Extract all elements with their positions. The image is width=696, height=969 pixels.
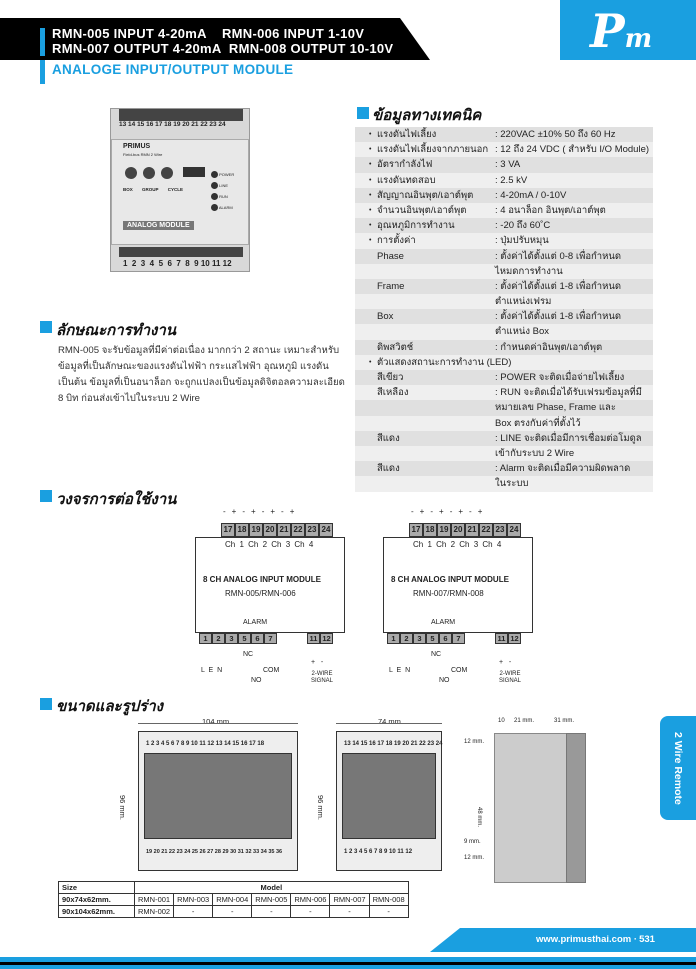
size-cell: RMN-001 [135, 894, 174, 906]
size-cell: RMN-004 [213, 894, 252, 906]
led-panel: POWER LINE RUN ALARM [211, 171, 249, 215]
spec-row: ดิพสวิตช์ : กำหนดค่าอินพุต/เอาต์พุต [355, 340, 653, 355]
primus-logo: Pm [590, 4, 653, 58]
spec-row: • จำนวนอินพุต/เอาต์พุต : 4 อนาล็อก อินพุต/เอาต์พุต [369, 204, 606, 216]
spec-row: สีแดง : Alarm จะติดเมื่อมีความผิดพลาด [355, 461, 653, 476]
page-subtitle: ANALOGE INPUT/OUTPUT MODULE [52, 62, 294, 77]
brand-label: PRIMUS [123, 143, 151, 150]
spec-row: Box : ตั้งค่าได้ตั้งแต่ 1-8 เพื่อกำหนด [355, 309, 653, 324]
rotary-switches[interactable] [125, 167, 175, 183]
features-title: ลักษณะการทำงาน [56, 322, 177, 339]
top-terminal-numbers: 13 14 15 16 17 18 19 20 21 22 23 24 [119, 121, 226, 128]
size-cell: RMN-005 [252, 894, 291, 906]
spec-row: • แรงดันไฟเลี้ยง : 220VAC ±10% 50 ถึง 60 Hz [355, 127, 653, 142]
header-line-2: RMN-007 OUTPUT 4-20mA RMN-008 OUTPUT 10-10V [52, 41, 394, 56]
spec-row: หมายเลข Phase, Frame และ [355, 400, 653, 415]
spec-row: สีเขียว : POWER จะติดเมื่อจ่ายไฟเลี้ยง [355, 370, 653, 385]
size-cell: - [291, 906, 330, 918]
spec-row: • แรงดันทดสอบ : 2.5 kV [369, 174, 528, 186]
dim-side-view: 10 21 mm. 31 mm. 12 mm. 48 mm. 9 mm. 12 mm. [462, 715, 602, 890]
spec-row: • อุณหภูมิการทำงาน : -20 ถึง 60˚C [355, 218, 653, 233]
size-cell: - [252, 906, 291, 918]
dip-switch[interactable] [183, 167, 205, 177]
spec-table [355, 127, 653, 492]
spec-row: • แรงดันไฟเลี้ยงจากภายนอก : 12 ถึง 24 VDC ( สำหรับ I/O Module) [369, 144, 650, 156]
spec-row: • สัญญาณอินพุต/เอาต์พุต : 4-20mA / 0-10V [355, 188, 653, 203]
size-table: Size Model 90x74x62mm. RMN-001 RMN-003 RMN-004 RMN-005 RMN-006 RMN-007 RMN-008 90x104x62mm. RMN-002 - - - - - - [58, 881, 409, 918]
spec-row: Phase : ตั้งค่าได้ตั้งแต่ 0-8 เพื่อกำหนด [355, 249, 653, 264]
spec-row: ตำแหน่ง Box [495, 326, 550, 338]
spec-row: สีแดง : LINE จะติดเมื่อมีการเชื่อมต่อโมดูล [355, 431, 653, 446]
spec-row: ไหมดการทำงาน [495, 265, 563, 277]
dim-drawing-104: 104 mm. 1 2 3 4 5 6 7 8 9 10 11 12 13 14 15 16 17 18 19 20 21 22 23 24 25 26 27 28 29 30 31 32 33 34 35 36 96 mm. [120, 715, 310, 873]
size-cell: - [369, 906, 408, 918]
size-cell: RMN-002 [135, 906, 174, 918]
size-cell: - [330, 906, 369, 918]
size-cell: RMN-007 [330, 894, 369, 906]
bottom-terminal-numbers: 1 2 3 4 5 6 7 8 9 10 11 12 [123, 259, 232, 268]
features-text: RMN-005 จะรับข้อมูลที่มีค่าต่อเนื่อง มากกว่า 2 สถานะ เหมาะสำหรับข้อมูลที่เป็นลักษณะของแรงดันไฟฟ้า กระแสไฟฟ้า อุณหภูมิ แรงดันเป็นต้น ข้อมูลที่เป็นอนาล็อก จะถูกแปลงเป็นข้อมูลดิจิตอลความละเอียด 8 บิท ก่อนส่งเข้าไปในระบบ 2 Wire [58, 345, 345, 404]
wiring-title: วงจรการต่อใช้งาน [56, 491, 177, 508]
dim-drawing-74: 74 mm. 13 14 15 16 17 18 19 20 21 22 23 24 1 2 3 4 5 6 7 8 9 10 11 12 96 mm. [318, 715, 448, 873]
spec-row: สีเหลือง : RUN จะติดเมื่อได้รับเฟรมข้อมูลที่มี [377, 387, 642, 399]
size-cell: RMN-008 [369, 894, 408, 906]
size-cell: 90x104x62mm. [59, 906, 135, 918]
spec-row: เข้ากับระบบ 2 Wire [495, 447, 575, 459]
size-cell: - [213, 906, 252, 918]
size-cell: 90x74x62mm. [59, 894, 135, 906]
wiring-diagram-input: -+-+-+-+ 17 18 19 20 21 22 23 24 Ch 1 Ch 2 Ch 3 Ch 4 8 CH ANALOG INPUT MODULE RMN-005/RMN-006 ALARM 1 2 3 5 6 7 11 12 NC COM NO L E N + - 2-WIRE SIGNAL [195, 505, 345, 687]
size-cell: - [174, 906, 213, 918]
size-cell: RMN-006 [291, 894, 330, 906]
wiring-diagram-output: -+-+-+-+ 17 18 19 20 21 22 23 24 Ch 1 Ch 2 Ch 3 Ch 4 8 CH ANALOG INPUT MODULE RMN-007/RMN-008 ALARM 1 2 3 5 6 7 11 12 NC COM NO L E N + - 2-WIRE SIGNAL [383, 505, 533, 687]
footer-text[interactable]: www.primusthai.com ∙ 531 [536, 934, 655, 945]
spec-title: ข้อมูลทางเทคนิค [372, 107, 482, 124]
spec-row: • อัตรากำลังไฟ : 3 VA [355, 157, 653, 172]
size-cell: RMN-003 [174, 894, 213, 906]
module-name: ANALOG MODULE [123, 221, 194, 230]
module-image: 13 14 15 16 17 18 19 20 21 22 23 24 PRIMUS Field-bus RMN 2 Wire BOX GROUP CYCLE POWER LINE RUN ALARM ANALOG MODULE 1 2 3 4 5 6 7 8 9 10 11 12 [110, 108, 250, 272]
spec-row: Frame : ตั้งค่าได้ตั้งแต่ 1-8 เพื่อกำหนด [355, 279, 653, 294]
dimensions-title: ขนาดและรูปร่าง [56, 698, 163, 715]
header-line-1: RMN-005 INPUT 4-20mA RMN-006 INPUT 1-10V [52, 26, 365, 41]
spec-row: ในระบบ [495, 478, 529, 490]
spec-row: • ตัวแสดงสถานะการทำงาน (LED) [369, 356, 512, 368]
spec-row: ตำแหน่งเฟรม [495, 296, 552, 308]
spec-row: Box ตรงกับค่าที่ตั้งไว้ [495, 417, 581, 429]
side-tab-label[interactable]: 2 Wire Remote [672, 731, 684, 805]
spec-row: • การตั้งค่า : ปุ่มปรับหมุน [369, 235, 549, 247]
